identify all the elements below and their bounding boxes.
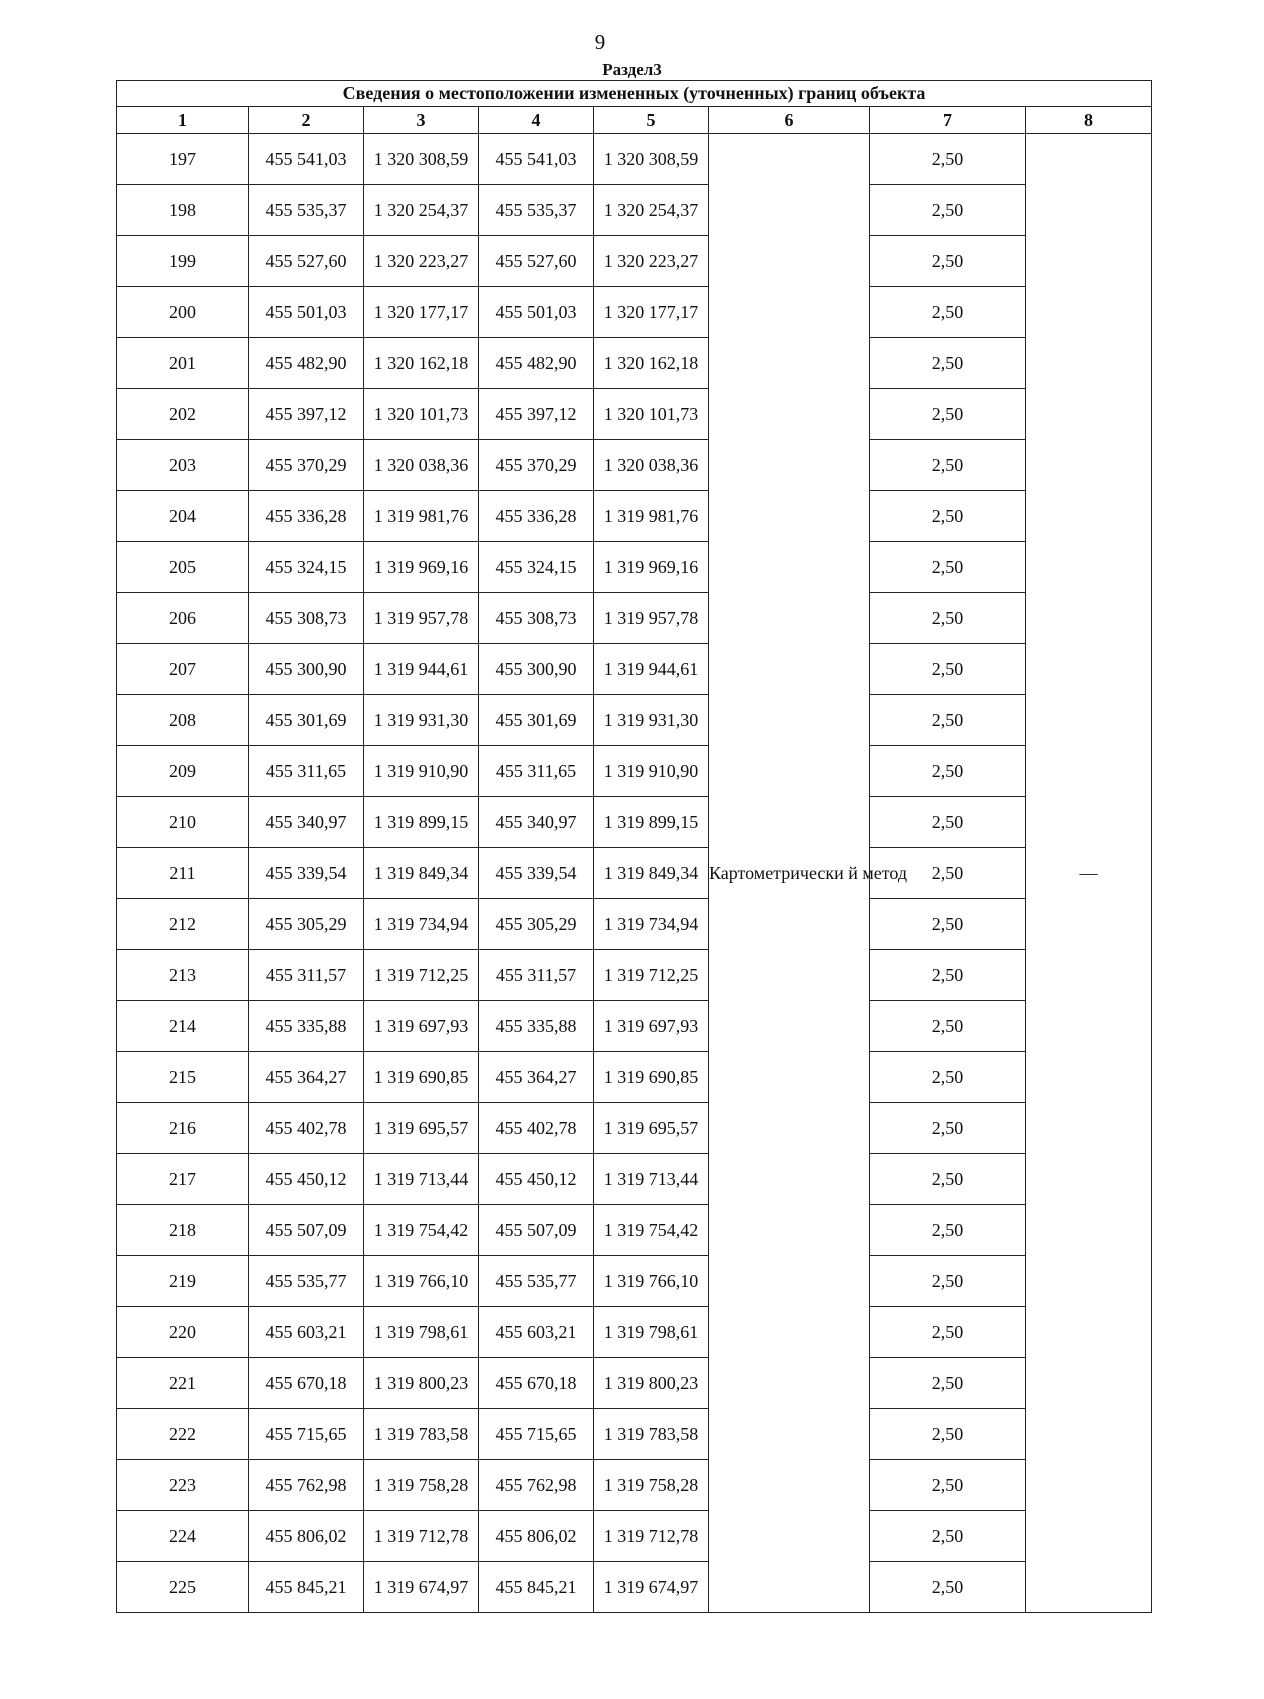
x-coordinate-cell: 455 535,37 <box>249 185 364 236</box>
x-coordinate-cell: 455 305,29 <box>479 899 594 950</box>
y-coordinate-cell: 1 319 754,42 <box>594 1205 709 1256</box>
x-coordinate-cell: 455 715,65 <box>479 1409 594 1460</box>
table-row <box>117 287 1152 338</box>
y-coordinate-cell: 1 319 734,94 <box>364 899 479 950</box>
point-number-cell: 205 <box>117 542 249 593</box>
y-coordinate-cell: 1 319 800,23 <box>594 1358 709 1409</box>
y-coordinate-cell: 1 320 038,36 <box>364 440 479 491</box>
x-coordinate-cell: 455 340,97 <box>479 797 594 848</box>
point-number-cell: 202 <box>117 389 249 440</box>
x-coordinate-cell: 455 762,98 <box>479 1460 594 1511</box>
y-coordinate-cell: 1 319 713,44 <box>594 1154 709 1205</box>
y-coordinate-cell: 1 319 674,97 <box>594 1562 709 1613</box>
point-number-cell: 203 <box>117 440 249 491</box>
table-row <box>117 1307 1152 1358</box>
table-row <box>117 899 1152 950</box>
table-row <box>117 338 1152 389</box>
x-coordinate-cell: 455 339,54 <box>249 848 364 899</box>
point-number-cell: 201 <box>117 338 249 389</box>
y-coordinate-cell: 1 319 712,78 <box>594 1511 709 1562</box>
y-coordinate-cell: 1 319 758,28 <box>594 1460 709 1511</box>
accuracy-cell: 2,50 <box>870 1562 1026 1613</box>
y-coordinate-cell: 1 319 910,90 <box>594 746 709 797</box>
x-coordinate-cell: 455 311,57 <box>479 950 594 1001</box>
table-row <box>117 797 1152 848</box>
x-coordinate-cell: 455 305,29 <box>249 899 364 950</box>
table-row <box>117 1409 1152 1460</box>
table-row <box>117 695 1152 746</box>
y-coordinate-cell: 1 319 981,76 <box>364 491 479 542</box>
y-coordinate-cell: 1 319 931,30 <box>364 695 479 746</box>
point-number-cell: 217 <box>117 1154 249 1205</box>
x-coordinate-cell: 455 311,57 <box>249 950 364 1001</box>
point-number-cell: 200 <box>117 287 249 338</box>
point-number-cell: 199 <box>117 236 249 287</box>
y-coordinate-cell: 1 319 697,93 <box>364 1001 479 1052</box>
x-coordinate-cell: 455 450,12 <box>249 1154 364 1205</box>
accuracy-cell: 2,50 <box>870 491 1026 542</box>
x-coordinate-cell: 455 527,60 <box>249 236 364 287</box>
accuracy-cell: 2,50 <box>870 1052 1026 1103</box>
accuracy-cell: 2,50 <box>870 848 1026 899</box>
point-number-cell: 214 <box>117 1001 249 1052</box>
table-row <box>117 1562 1152 1613</box>
table-row <box>117 491 1152 542</box>
y-coordinate-cell: 1 319 944,61 <box>594 644 709 695</box>
x-coordinate-cell: 455 535,37 <box>479 185 594 236</box>
table-row <box>117 1205 1152 1256</box>
table-row <box>117 1154 1152 1205</box>
point-number-cell: 208 <box>117 695 249 746</box>
x-coordinate-cell: 455 300,90 <box>249 644 364 695</box>
x-coordinate-cell: 455 806,02 <box>249 1511 364 1562</box>
accuracy-cell: 2,50 <box>870 338 1026 389</box>
y-coordinate-cell: 1 319 849,34 <box>364 848 479 899</box>
table-row <box>117 1460 1152 1511</box>
accuracy-cell: 2,50 <box>870 1511 1026 1562</box>
y-coordinate-cell: 1 319 712,78 <box>364 1511 479 1562</box>
table-row <box>117 542 1152 593</box>
y-coordinate-cell: 1 319 695,57 <box>594 1103 709 1154</box>
y-coordinate-cell: 1 320 101,73 <box>364 389 479 440</box>
point-number-cell: 216 <box>117 1103 249 1154</box>
method-cell: Картометрически й метод <box>709 134 870 1613</box>
x-coordinate-cell: 455 301,69 <box>249 695 364 746</box>
x-coordinate-cell: 455 336,28 <box>479 491 594 542</box>
y-coordinate-cell: 1 319 798,61 <box>364 1307 479 1358</box>
table-row <box>117 1358 1152 1409</box>
x-coordinate-cell: 455 300,90 <box>479 644 594 695</box>
x-coordinate-cell: 455 670,18 <box>249 1358 364 1409</box>
x-coordinate-cell: 455 339,54 <box>479 848 594 899</box>
x-coordinate-cell: 455 364,27 <box>479 1052 594 1103</box>
accuracy-cell: 2,50 <box>870 542 1026 593</box>
table-row <box>117 389 1152 440</box>
accuracy-cell: 2,50 <box>870 1460 1026 1511</box>
table-title: Сведения о местоположении измененных (уточненных) границ объекта <box>117 81 1152 107</box>
x-coordinate-cell: 455 402,78 <box>249 1103 364 1154</box>
point-number-cell: 222 <box>117 1409 249 1460</box>
accuracy-cell: 2,50 <box>870 1409 1026 1460</box>
column-number-row <box>117 107 1152 134</box>
y-coordinate-cell: 1 320 254,37 <box>364 185 479 236</box>
y-coordinate-cell: 1 319 695,57 <box>364 1103 479 1154</box>
y-coordinate-cell: 1 319 931,30 <box>594 695 709 746</box>
accuracy-cell: 2,50 <box>870 389 1026 440</box>
x-coordinate-cell: 455 311,65 <box>479 746 594 797</box>
y-coordinate-cell: 1 319 734,94 <box>594 899 709 950</box>
column-number: 1 <box>117 107 249 134</box>
column-number: 2 <box>249 107 364 134</box>
table-row <box>117 746 1152 797</box>
y-coordinate-cell: 1 319 957,78 <box>594 593 709 644</box>
x-coordinate-cell: 455 450,12 <box>479 1154 594 1205</box>
y-coordinate-cell: 1 319 981,76 <box>594 491 709 542</box>
y-coordinate-cell: 1 319 674,97 <box>364 1562 479 1613</box>
y-coordinate-cell: 1 319 899,15 <box>364 797 479 848</box>
point-number-cell: 209 <box>117 746 249 797</box>
y-coordinate-cell: 1 319 690,85 <box>594 1052 709 1103</box>
x-coordinate-cell: 455 482,90 <box>479 338 594 389</box>
table-row <box>117 134 1152 185</box>
point-number-cell: 197 <box>117 134 249 185</box>
x-coordinate-cell: 455 527,60 <box>479 236 594 287</box>
table-row <box>117 185 1152 236</box>
column-number: 6 <box>709 107 870 134</box>
x-coordinate-cell: 455 845,21 <box>249 1562 364 1613</box>
y-coordinate-cell: 1 320 308,59 <box>594 134 709 185</box>
y-coordinate-cell: 1 319 766,10 <box>364 1256 479 1307</box>
y-coordinate-cell: 1 320 308,59 <box>364 134 479 185</box>
x-coordinate-cell: 455 340,97 <box>249 797 364 848</box>
x-coordinate-cell: 455 541,03 <box>479 134 594 185</box>
y-coordinate-cell: 1 319 800,23 <box>364 1358 479 1409</box>
x-coordinate-cell: 455 501,03 <box>479 287 594 338</box>
y-coordinate-cell: 1 320 177,17 <box>364 287 479 338</box>
y-coordinate-cell: 1 319 754,42 <box>364 1205 479 1256</box>
point-number-cell: 224 <box>117 1511 249 1562</box>
y-coordinate-cell: 1 320 162,18 <box>594 338 709 389</box>
x-coordinate-cell: 455 482,90 <box>249 338 364 389</box>
point-number-cell: 221 <box>117 1358 249 1409</box>
page-number: 9 <box>594 30 606 54</box>
x-coordinate-cell: 455 311,65 <box>249 746 364 797</box>
accuracy-cell: 2,50 <box>870 185 1026 236</box>
y-coordinate-cell: 1 319 758,28 <box>364 1460 479 1511</box>
y-coordinate-cell: 1 319 766,10 <box>594 1256 709 1307</box>
x-coordinate-cell: 455 370,29 <box>479 440 594 491</box>
y-coordinate-cell: 1 320 162,18 <box>364 338 479 389</box>
accuracy-cell: 2,50 <box>870 287 1026 338</box>
x-coordinate-cell: 455 370,29 <box>249 440 364 491</box>
x-coordinate-cell: 455 507,09 <box>249 1205 364 1256</box>
x-coordinate-cell: 455 715,65 <box>249 1409 364 1460</box>
point-number-cell: 220 <box>117 1307 249 1358</box>
y-coordinate-cell: 1 319 944,61 <box>364 644 479 695</box>
y-coordinate-cell: 1 319 712,25 <box>594 950 709 1001</box>
accuracy-cell: 2,50 <box>870 593 1026 644</box>
accuracy-cell: 2,50 <box>870 1307 1026 1358</box>
x-coordinate-cell: 455 507,09 <box>479 1205 594 1256</box>
accuracy-cell: 2,50 <box>870 695 1026 746</box>
y-coordinate-cell: 1 319 957,78 <box>364 593 479 644</box>
accuracy-cell: 2,50 <box>870 134 1026 185</box>
accuracy-cell: 2,50 <box>870 797 1026 848</box>
x-coordinate-cell: 455 806,02 <box>479 1511 594 1562</box>
y-coordinate-cell: 1 319 798,61 <box>594 1307 709 1358</box>
x-coordinate-cell: 455 603,21 <box>479 1307 594 1358</box>
accuracy-cell: 2,50 <box>870 1001 1026 1052</box>
point-number-cell: 218 <box>117 1205 249 1256</box>
point-number-cell: 198 <box>117 185 249 236</box>
y-coordinate-cell: 1 319 899,15 <box>594 797 709 848</box>
y-coordinate-cell: 1 319 697,93 <box>594 1001 709 1052</box>
x-coordinate-cell: 455 397,12 <box>249 389 364 440</box>
accuracy-cell: 2,50 <box>870 236 1026 287</box>
y-coordinate-cell: 1 320 101,73 <box>594 389 709 440</box>
accuracy-cell: 2,50 <box>870 950 1026 1001</box>
y-coordinate-cell: 1 319 910,90 <box>364 746 479 797</box>
table-row <box>117 236 1152 287</box>
y-coordinate-cell: 1 319 783,58 <box>594 1409 709 1460</box>
y-coordinate-cell: 1 320 254,37 <box>594 185 709 236</box>
coordinates-table <box>116 80 1152 1613</box>
x-coordinate-cell: 455 301,69 <box>479 695 594 746</box>
accuracy-cell: 2,50 <box>870 746 1026 797</box>
table-row <box>117 1511 1152 1562</box>
column-number: 5 <box>594 107 709 134</box>
x-coordinate-cell: 455 324,15 <box>249 542 364 593</box>
x-coordinate-cell: 455 535,77 <box>479 1256 594 1307</box>
y-coordinate-cell: 1 319 712,25 <box>364 950 479 1001</box>
x-coordinate-cell: 455 308,73 <box>249 593 364 644</box>
y-coordinate-cell: 1 320 038,36 <box>594 440 709 491</box>
table-row <box>117 1001 1152 1052</box>
point-number-cell: 213 <box>117 950 249 1001</box>
accuracy-cell: 2,50 <box>870 644 1026 695</box>
point-number-cell: 215 <box>117 1052 249 1103</box>
point-number-cell: 225 <box>117 1562 249 1613</box>
x-coordinate-cell: 455 336,28 <box>249 491 364 542</box>
column-number: 7 <box>870 107 1026 134</box>
y-coordinate-cell: 1 320 223,27 <box>364 236 479 287</box>
table-row <box>117 1052 1152 1103</box>
accuracy-cell: 2,50 <box>870 899 1026 950</box>
x-coordinate-cell: 455 501,03 <box>249 287 364 338</box>
accuracy-cell: 2,50 <box>870 440 1026 491</box>
x-coordinate-cell: 455 535,77 <box>249 1256 364 1307</box>
x-coordinate-cell: 455 762,98 <box>249 1460 364 1511</box>
accuracy-cell: 2,50 <box>870 1205 1026 1256</box>
column-number: 4 <box>479 107 594 134</box>
y-coordinate-cell: 1 319 690,85 <box>364 1052 479 1103</box>
point-number-cell: 210 <box>117 797 249 848</box>
y-coordinate-cell: 1 319 969,16 <box>364 542 479 593</box>
table-row <box>117 644 1152 695</box>
accuracy-cell: 2,50 <box>870 1256 1026 1307</box>
point-number-cell: 206 <box>117 593 249 644</box>
y-coordinate-cell: 1 319 849,34 <box>594 848 709 899</box>
x-coordinate-cell: 455 364,27 <box>249 1052 364 1103</box>
x-coordinate-cell: 455 603,21 <box>249 1307 364 1358</box>
column-number: 3 <box>364 107 479 134</box>
point-number-cell: 212 <box>117 899 249 950</box>
accuracy-cell: 2,50 <box>870 1154 1026 1205</box>
x-coordinate-cell: 455 402,78 <box>479 1103 594 1154</box>
point-number-cell: 219 <box>117 1256 249 1307</box>
point-number-cell: 211 <box>117 848 249 899</box>
point-number-cell: 207 <box>117 644 249 695</box>
point-number-cell: 223 <box>117 1460 249 1511</box>
x-coordinate-cell: 455 845,21 <box>479 1562 594 1613</box>
table-row <box>117 950 1152 1001</box>
x-coordinate-cell: 455 397,12 <box>479 389 594 440</box>
x-coordinate-cell: 455 308,73 <box>479 593 594 644</box>
y-coordinate-cell: 1 320 177,17 <box>594 287 709 338</box>
x-coordinate-cell: 455 541,03 <box>249 134 364 185</box>
y-coordinate-cell: 1 319 713,44 <box>364 1154 479 1205</box>
y-coordinate-cell: 1 319 783,58 <box>364 1409 479 1460</box>
table-row <box>117 848 1152 899</box>
column-8-cell: — <box>1026 134 1152 1613</box>
x-coordinate-cell: 455 335,88 <box>479 1001 594 1052</box>
point-number-cell: 204 <box>117 491 249 542</box>
table-row <box>117 1103 1152 1154</box>
x-coordinate-cell: 455 670,18 <box>479 1358 594 1409</box>
table-row <box>117 1256 1152 1307</box>
table-row <box>117 593 1152 644</box>
table-row <box>117 440 1152 491</box>
x-coordinate-cell: 455 335,88 <box>249 1001 364 1052</box>
accuracy-cell: 2,50 <box>870 1358 1026 1409</box>
x-coordinate-cell: 455 324,15 <box>479 542 594 593</box>
column-number: 8 <box>1026 107 1152 134</box>
y-coordinate-cell: 1 319 969,16 <box>594 542 709 593</box>
y-coordinate-cell: 1 320 223,27 <box>594 236 709 287</box>
accuracy-cell: 2,50 <box>870 1103 1026 1154</box>
section-title: Раздел3 <box>602 60 662 79</box>
